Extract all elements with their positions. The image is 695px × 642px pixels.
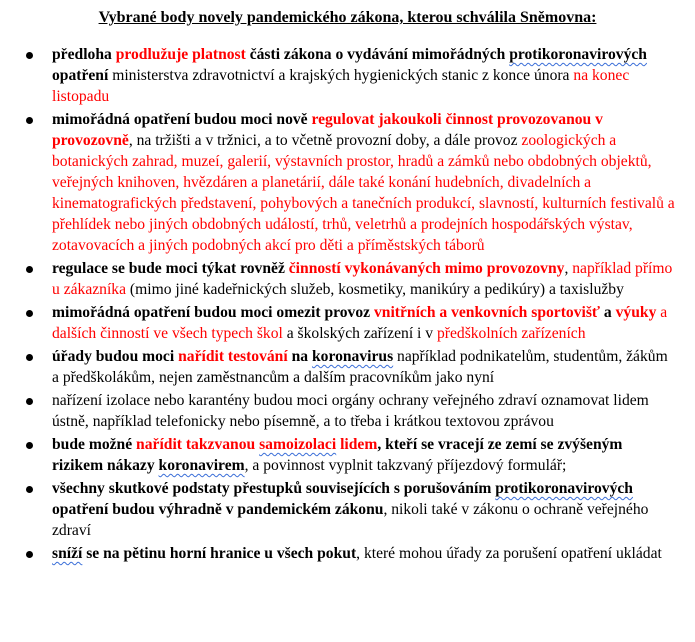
text-segment: , nikoli také v zákonu o ochraně veřejného zdraví xyxy=(52,501,649,539)
text-segment: předloha xyxy=(52,46,116,63)
text-segment: koronavirem xyxy=(158,457,245,474)
text-segment: například podnikatelům, studentům, žákům a předškolákům, nejen zaměstnancům a dalším pracovníkům jako nyní xyxy=(52,348,668,386)
text-segment: prodlužuje platnost xyxy=(115,46,246,63)
text-segment: na xyxy=(287,348,312,365)
list-item xyxy=(0,44,695,107)
list-item xyxy=(0,109,695,256)
text-segment: nařídit testování xyxy=(178,348,288,365)
text-segment: úřady budou moci xyxy=(52,348,179,365)
text-segment: opatření xyxy=(52,67,109,84)
bullet-dot-icon xyxy=(26,52,33,59)
bullet-list xyxy=(0,44,695,566)
document-heading: Vybrané body novely pandemického zákona, kterou schválila Sněmovna: xyxy=(98,9,597,26)
text-segment: , kteří se vracejí ze zemí se zvýšeným rizikem nákazy xyxy=(52,436,623,474)
text-segment: sníží xyxy=(52,545,83,562)
list-item xyxy=(0,478,695,541)
bullet-dot-icon xyxy=(26,354,33,361)
text-segment: a školských zařízení i v xyxy=(282,325,437,342)
text-segment: koronavirus xyxy=(311,348,394,365)
text-segment: , a povinnost vyplnit takzvaný příjezdový formulář; xyxy=(244,457,567,474)
list-item xyxy=(0,390,695,432)
text-segment: předškolních zařízeních xyxy=(436,325,586,342)
bullet-dot-icon xyxy=(26,310,33,317)
text-segment: a dalších činností ve všech typech škol xyxy=(52,304,668,342)
bullet-dot-icon xyxy=(26,442,33,449)
bullet-dot-icon xyxy=(26,266,33,273)
list-item xyxy=(0,302,695,344)
bullet-dot-icon xyxy=(26,486,33,493)
list-item xyxy=(0,346,695,388)
text-segment: například přímo u zákazníka xyxy=(52,260,673,298)
bullet-dot-icon xyxy=(26,398,33,405)
text-segment: , na tržišti a v tržnici, a to včetně provozní doby, a dále provoz xyxy=(128,132,522,149)
text-segment: , které mohou úřady za porušení opatření ukládat xyxy=(356,545,662,562)
text-segment: regulovat jakoukoli činnost provozovanou v provozovně xyxy=(52,111,603,149)
list-item xyxy=(0,258,695,300)
text-segment: části zákona o vydávání mimořádných xyxy=(245,46,510,63)
text-segment: lidem xyxy=(336,436,378,453)
text-segment: zoologických a botanických zahrad, muzeí, galerií, výstavních prostor, hradů a zámků nebo obdobných objektů, veřejných knihoven, hvězdáren a planetárií, dále také konání hudebních, divadelních a kinematografických představení, pohybových a tanečních produkcí, slavností, kulturních festivalů a přehlídek nebo jiných obdobných událostí, trhů, veletrhů a prodejních hospodářských výstav, zotavovacích a jiných podobných akcí pro děti a příměstských táborů xyxy=(52,132,675,254)
text-segment: a xyxy=(600,304,616,321)
text-segment: všechny skutkové podstaty přestupků souvisejících s porušováním xyxy=(52,480,496,497)
text-segment: bude možné xyxy=(52,436,137,453)
bullet-dot-icon xyxy=(26,551,33,558)
text-segment: vnitřních a venkovních sportovišť xyxy=(373,304,601,321)
text-segment: samoizolaci xyxy=(259,436,337,453)
text-segment: regulace se bude moci týkat rovněž xyxy=(52,260,289,277)
text-segment: protikoronavirových xyxy=(509,46,647,63)
text-segment: se na pětinu horní hranice u všech pokut xyxy=(82,545,357,562)
text-segment: mimořádná opatření budou moci omezit provoz xyxy=(52,304,374,321)
text-segment: (mimo jiné kadeřnických služeb, kosmetiky, manikúry a pedikúry) a taxislužby xyxy=(126,281,624,298)
list-item xyxy=(0,543,695,564)
text-segment: činností vykonávaných mimo provozovny xyxy=(288,260,565,277)
bullet-dot-icon xyxy=(26,117,33,124)
text-segment: nařízení izolace nebo karantény budou moci orgány ochrany veřejného zdraví oznamovat lidem ústně, například telefonicky nebo písemně, a to třeba i krátkou textovou zprávou xyxy=(52,392,649,430)
text-segment: mimořádná opatření budou moci nově xyxy=(52,111,312,128)
text-segment: opatření budou výhradně v pandemickém zákonu xyxy=(52,501,384,518)
text-segment: nařídit takzvanou xyxy=(136,436,260,453)
text-segment: protikoronavirových xyxy=(495,480,633,497)
text-segment: ministerstva zdravotnictví a krajských hygienických stanic z konce února xyxy=(108,67,574,84)
text-segment: na konec listopadu xyxy=(52,67,630,105)
text-segment: , xyxy=(564,260,573,277)
list-item xyxy=(0,434,695,476)
text-segment: výuky xyxy=(615,304,657,321)
